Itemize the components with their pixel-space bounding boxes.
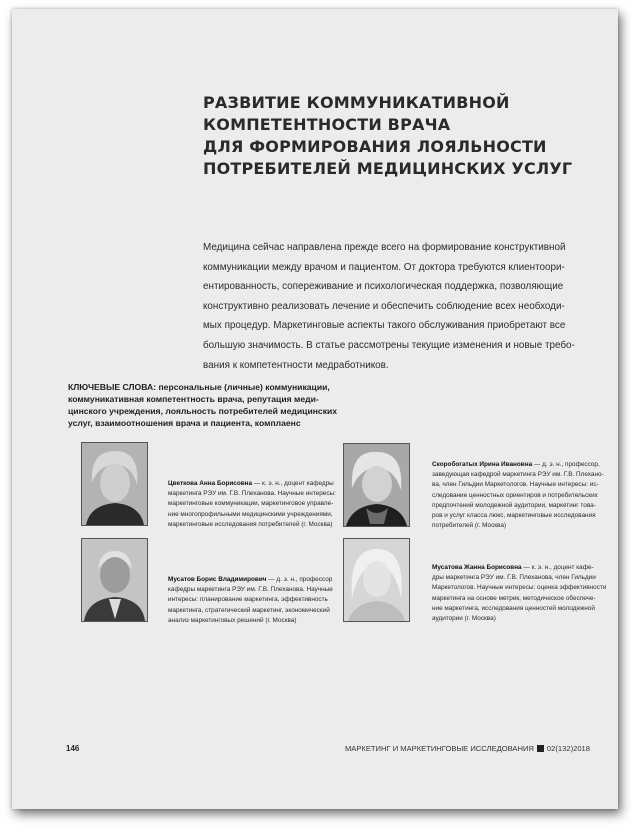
author-bio-musatov: [168, 575, 333, 626]
title-line: РАЗВИТИЕ КОММУНИКАТИВНОЙ: [203, 93, 510, 112]
bio-line: маркетинга, стратегический маркетинг, экономический: [168, 606, 330, 614]
keywords-line: КЛЮЧЕВЫЕ СЛОВА: персональные (личные) коммуникации,: [68, 382, 330, 392]
keywords-line: коммуникативная компетентность врача, репутация меди-: [68, 394, 319, 404]
title-line: ПОТРЕБИТЕЛЕЙ МЕДИЦИНСКИХ УСЛУГ: [203, 159, 573, 178]
page-number: 146: [66, 744, 80, 753]
bio-line: ров и услуг класса люкс, маркетинговые исследования: [432, 512, 596, 520]
author-name: Мусатова Жанна Борисовна: [432, 564, 522, 571]
author-photo-skorobogatykh: [343, 443, 410, 527]
author-name: Мусатов Борис Владимирович: [168, 576, 267, 583]
square-separator-icon: [537, 745, 544, 752]
bio-line: — д. э. н., профессор,: [532, 461, 600, 468]
keywords-line: цинского учреждения, лояльность потребителей медицинских: [68, 406, 338, 416]
author-photo-tsvetkova: [81, 442, 148, 526]
bio-line: дры маркетинга РЭУ им. Г.В. Плеханова, член Гильдии: [432, 574, 596, 582]
bio-line: ние маркетинга, исследования ценностей молодежной: [432, 604, 595, 612]
bio-line: — к. э. н., доцент кафедры: [252, 480, 334, 487]
abstract-line: вания к компетентности медработников.: [203, 359, 389, 371]
bio-line: заведующая кафедрой маркетинга РЭУ им. Г.В. Плехано-: [432, 471, 604, 479]
author-name: Скоробогатых Ирина Ивановна: [432, 461, 533, 468]
bio-line: предпочтений молодежной аудитории, маркетинг това-: [432, 501, 596, 509]
journal-footer: [345, 744, 590, 753]
bio-line: аудитории (г. Москва): [432, 615, 496, 623]
keywords: [68, 381, 358, 429]
abstract: [203, 238, 588, 375]
keywords-line: услуг, взаимоотношения врача и пациента, комплаенс: [68, 418, 301, 428]
author-name: Цветкова Анна Борисовна: [168, 480, 253, 487]
abstract-line: мых процедур. Маркетинговые аспекты такого обслуживания приобретают все: [203, 320, 566, 332]
bio-line: ва, член Гильдии Маркетологов. Научные интересы: ис-: [432, 481, 599, 489]
title-line: ДЛЯ ФОРМИРОВАНИЯ ЛОЯЛЬНОСТИ: [203, 137, 547, 156]
bio-line: Маркетологов. Научные интересы: оценка эффективности: [432, 584, 607, 592]
article-title: [203, 92, 593, 180]
abstract-line: большую значимость. В статье рассмотрены текущие изменения и новые требо-: [203, 339, 575, 351]
abstract-line: коммуникации между врачом и пациентом. От доктора требуются клиентоори-: [203, 261, 565, 273]
bio-line: анализ маркетинговых решений (г. Москва): [168, 616, 297, 624]
bio-line: маркетинга на основе метрик, методическое обеспече-: [432, 594, 596, 602]
abstract-line: конструктивно реализовать лечение и обеспечить соблюдение всех необходи-: [203, 300, 565, 312]
bio-line: маркетинговые исследования потребителей (г. Москва): [168, 520, 333, 528]
bio-line: кафедры маркетинга РЭУ им. Г.В. Плеханова. Научные: [168, 586, 333, 594]
bio-line: следование ценностных ориентиров и потребительских: [432, 491, 598, 499]
bio-line: — д. э. н., профессор: [266, 576, 333, 583]
author-photo-musatov: [81, 538, 148, 622]
journal-issue: 02(132)2018: [546, 744, 590, 753]
bio-line: потребителей (г. Москва): [432, 522, 507, 530]
abstract-line: Медицина сейчас направлена прежде всего на формирование конструктивной: [203, 242, 566, 253]
title-line: КОМПЕТЕНТНОСТИ ВРАЧА: [203, 115, 451, 134]
bio-line: интересы: планирование маркетинга, эффективность: [168, 596, 328, 604]
author-bio-tsvetkova: [168, 479, 336, 530]
journal-name: МАРКЕТИНГ И МАРКЕТИНГОВЫЕ ИССЛЕДОВАНИЯ: [344, 744, 534, 753]
bio-line: маркетинга РЭУ им. Г.В. Плеханова. Научные интересы:: [168, 490, 336, 498]
abstract-line: ентированность, сопереживание и психологическая поддержка, позволяющие: [203, 281, 564, 293]
author-bio-skorobogatykh: [432, 460, 604, 531]
author-photo-musatova: [343, 538, 410, 622]
author-bio-musatova: [432, 563, 606, 624]
bio-line: — к. э. н., доцент кафе-: [521, 564, 594, 571]
bio-line: ние многопрофильными медицинскими учреждениями,: [168, 510, 333, 518]
bio-line: маркетинговые коммуникации, маркетинговое управле-: [168, 500, 334, 508]
